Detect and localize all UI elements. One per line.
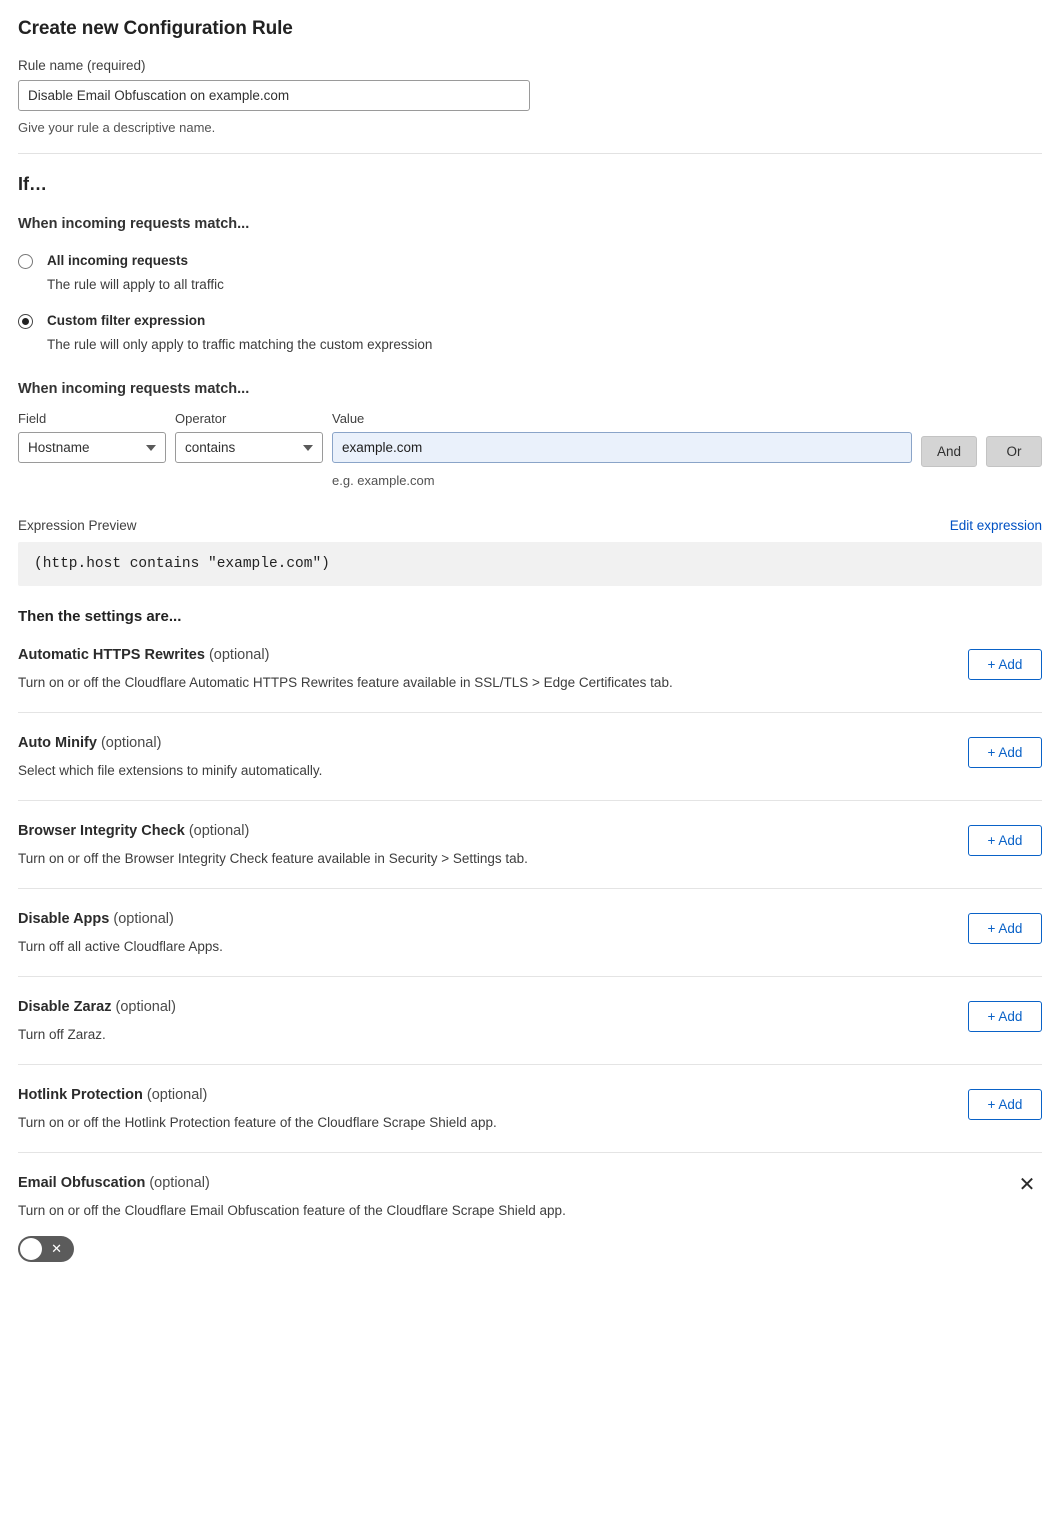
setting-title [18, 823, 1042, 839]
setting-automatic-https-rewrites [18, 625, 1042, 713]
setting-description: Select which file extensions to minify automatically. [18, 763, 323, 778]
field-select[interactable] [18, 432, 166, 463]
then-section-heading: Then the settings are... [18, 608, 182, 625]
setting-auto-minify [18, 713, 1042, 801]
setting-title-text: Browser Integrity Check [18, 823, 185, 839]
add-setting-button[interactable]: + Add [968, 913, 1042, 944]
radio-unchecked-icon[interactable] [18, 254, 33, 269]
value-column [332, 411, 912, 488]
setting-hotlink-protection [18, 1065, 1042, 1153]
add-setting-button[interactable]: + Add [968, 1089, 1042, 1120]
and-button[interactable]: And [921, 436, 977, 467]
field-select-value: Hostname [28, 440, 90, 455]
expression-preview-label: Expression Preview [18, 518, 137, 533]
value-hint: e.g. example.com [332, 473, 435, 488]
match-heading: When incoming requests match... [18, 216, 250, 232]
value-input[interactable] [332, 432, 912, 463]
radio-option-all-requests-desc: The rule will apply to all traffic [47, 277, 224, 292]
setting-optional-tag: (optional) [188, 823, 250, 839]
setting-description: Turn on or off the Cloudflare Email Obfuscation feature of the Cloudflare Scrape Shield app. [18, 1203, 566, 1218]
setting-title-text: Automatic HTTPS Rewrites [18, 647, 205, 663]
radio-option-custom-filter[interactable] [18, 312, 1042, 352]
setting-optional-tag: (optional) [113, 911, 174, 927]
setting-title-text: Disable Zaraz [18, 999, 112, 1015]
setting-title [18, 1175, 1042, 1191]
radio-option-custom-filter-desc: The rule will only apply to traffic matching the custom expression [47, 337, 433, 352]
chevron-down-icon [146, 445, 156, 451]
and-button-column [921, 411, 977, 467]
add-setting-button[interactable]: + Add [968, 649, 1042, 680]
setting-description: Turn off all active Cloudflare Apps. [18, 939, 223, 954]
page-title: Create new Configuration Rule [18, 18, 293, 39]
or-button[interactable]: Or [986, 436, 1042, 467]
radio-option-all-requests[interactable] [18, 252, 1042, 292]
chevron-down-icon [303, 445, 313, 451]
setting-title-text: Disable Apps [18, 911, 110, 927]
operator-label: Operator [175, 411, 227, 426]
rule-name-group [18, 58, 1042, 135]
add-setting-button[interactable]: + Add [968, 1001, 1042, 1032]
setting-description: Turn on or off the Hotlink Protection feature of the Cloudflare Scrape Shield app. [18, 1115, 497, 1130]
setting-title [18, 735, 1042, 751]
add-setting-button[interactable]: + Add [968, 737, 1042, 768]
close-icon[interactable]: ✕ [1018, 1174, 1036, 1196]
radio-option-all-requests-title: All incoming requests [47, 253, 189, 268]
edit-expression-link[interactable]: Edit expression [949, 518, 1042, 533]
operator-column [175, 411, 323, 463]
radio-checked-icon[interactable] [18, 314, 33, 329]
setting-title-text: Auto Minify [18, 735, 97, 751]
setting-description: Turn on or off the Cloudflare Automatic HTTPS Rewrites feature available in SSL/TLS > Edge Certificates tab. [18, 675, 673, 690]
setting-title-text: Hotlink Protection [18, 1087, 143, 1103]
setting-optional-tag: (optional) [146, 1087, 208, 1103]
radio-option-custom-filter-title: Custom filter expression [47, 313, 206, 328]
setting-title-text: Email Obfuscation [18, 1175, 146, 1191]
divider-top [18, 153, 1042, 154]
setting-description: Turn on or off the Browser Integrity Check feature available in Security > Settings tab. [18, 851, 528, 866]
setting-title [18, 999, 1042, 1015]
setting-optional-tag: (optional) [115, 999, 176, 1015]
setting-disable-zaraz [18, 977, 1042, 1065]
setting-email-obfuscation [18, 1153, 1042, 1284]
value-label: Value [332, 411, 365, 426]
expression-preview-header [18, 518, 1042, 533]
expression-preview-box: (http.host contains "example.com") [18, 542, 1042, 586]
radio-option-all-requests-text [47, 252, 224, 292]
setting-description: Turn off Zaraz. [18, 1027, 106, 1042]
toggle-off-icon: ✕ [51, 1241, 62, 1256]
operator-select[interactable] [175, 432, 323, 463]
setting-optional-tag: (optional) [149, 1175, 210, 1191]
operator-select-value: contains [185, 440, 236, 455]
or-button-column [986, 411, 1042, 467]
toggle-knob [20, 1238, 42, 1260]
rule-name-help: Give your rule a descriptive name. [18, 120, 216, 135]
setting-browser-integrity-check [18, 801, 1042, 889]
rule-name-label: Rule name (required) [18, 58, 146, 73]
setting-disable-apps [18, 889, 1042, 977]
setting-title [18, 911, 1042, 927]
email-obfuscation-toggle[interactable] [18, 1236, 74, 1262]
field-column [18, 411, 166, 463]
setting-title [18, 1087, 1042, 1103]
radio-option-custom-filter-text [47, 312, 432, 352]
builder-heading: When incoming requests match... [18, 381, 250, 397]
field-label: Field [18, 411, 47, 426]
setting-optional-tag: (optional) [100, 735, 162, 751]
if-section-heading: If… [18, 174, 47, 194]
setting-optional-tag: (optional) [208, 647, 270, 663]
rule-name-input[interactable] [18, 80, 530, 111]
expression-builder-row [18, 411, 1042, 488]
add-setting-button[interactable]: + Add [968, 825, 1042, 856]
setting-title [18, 647, 1042, 663]
